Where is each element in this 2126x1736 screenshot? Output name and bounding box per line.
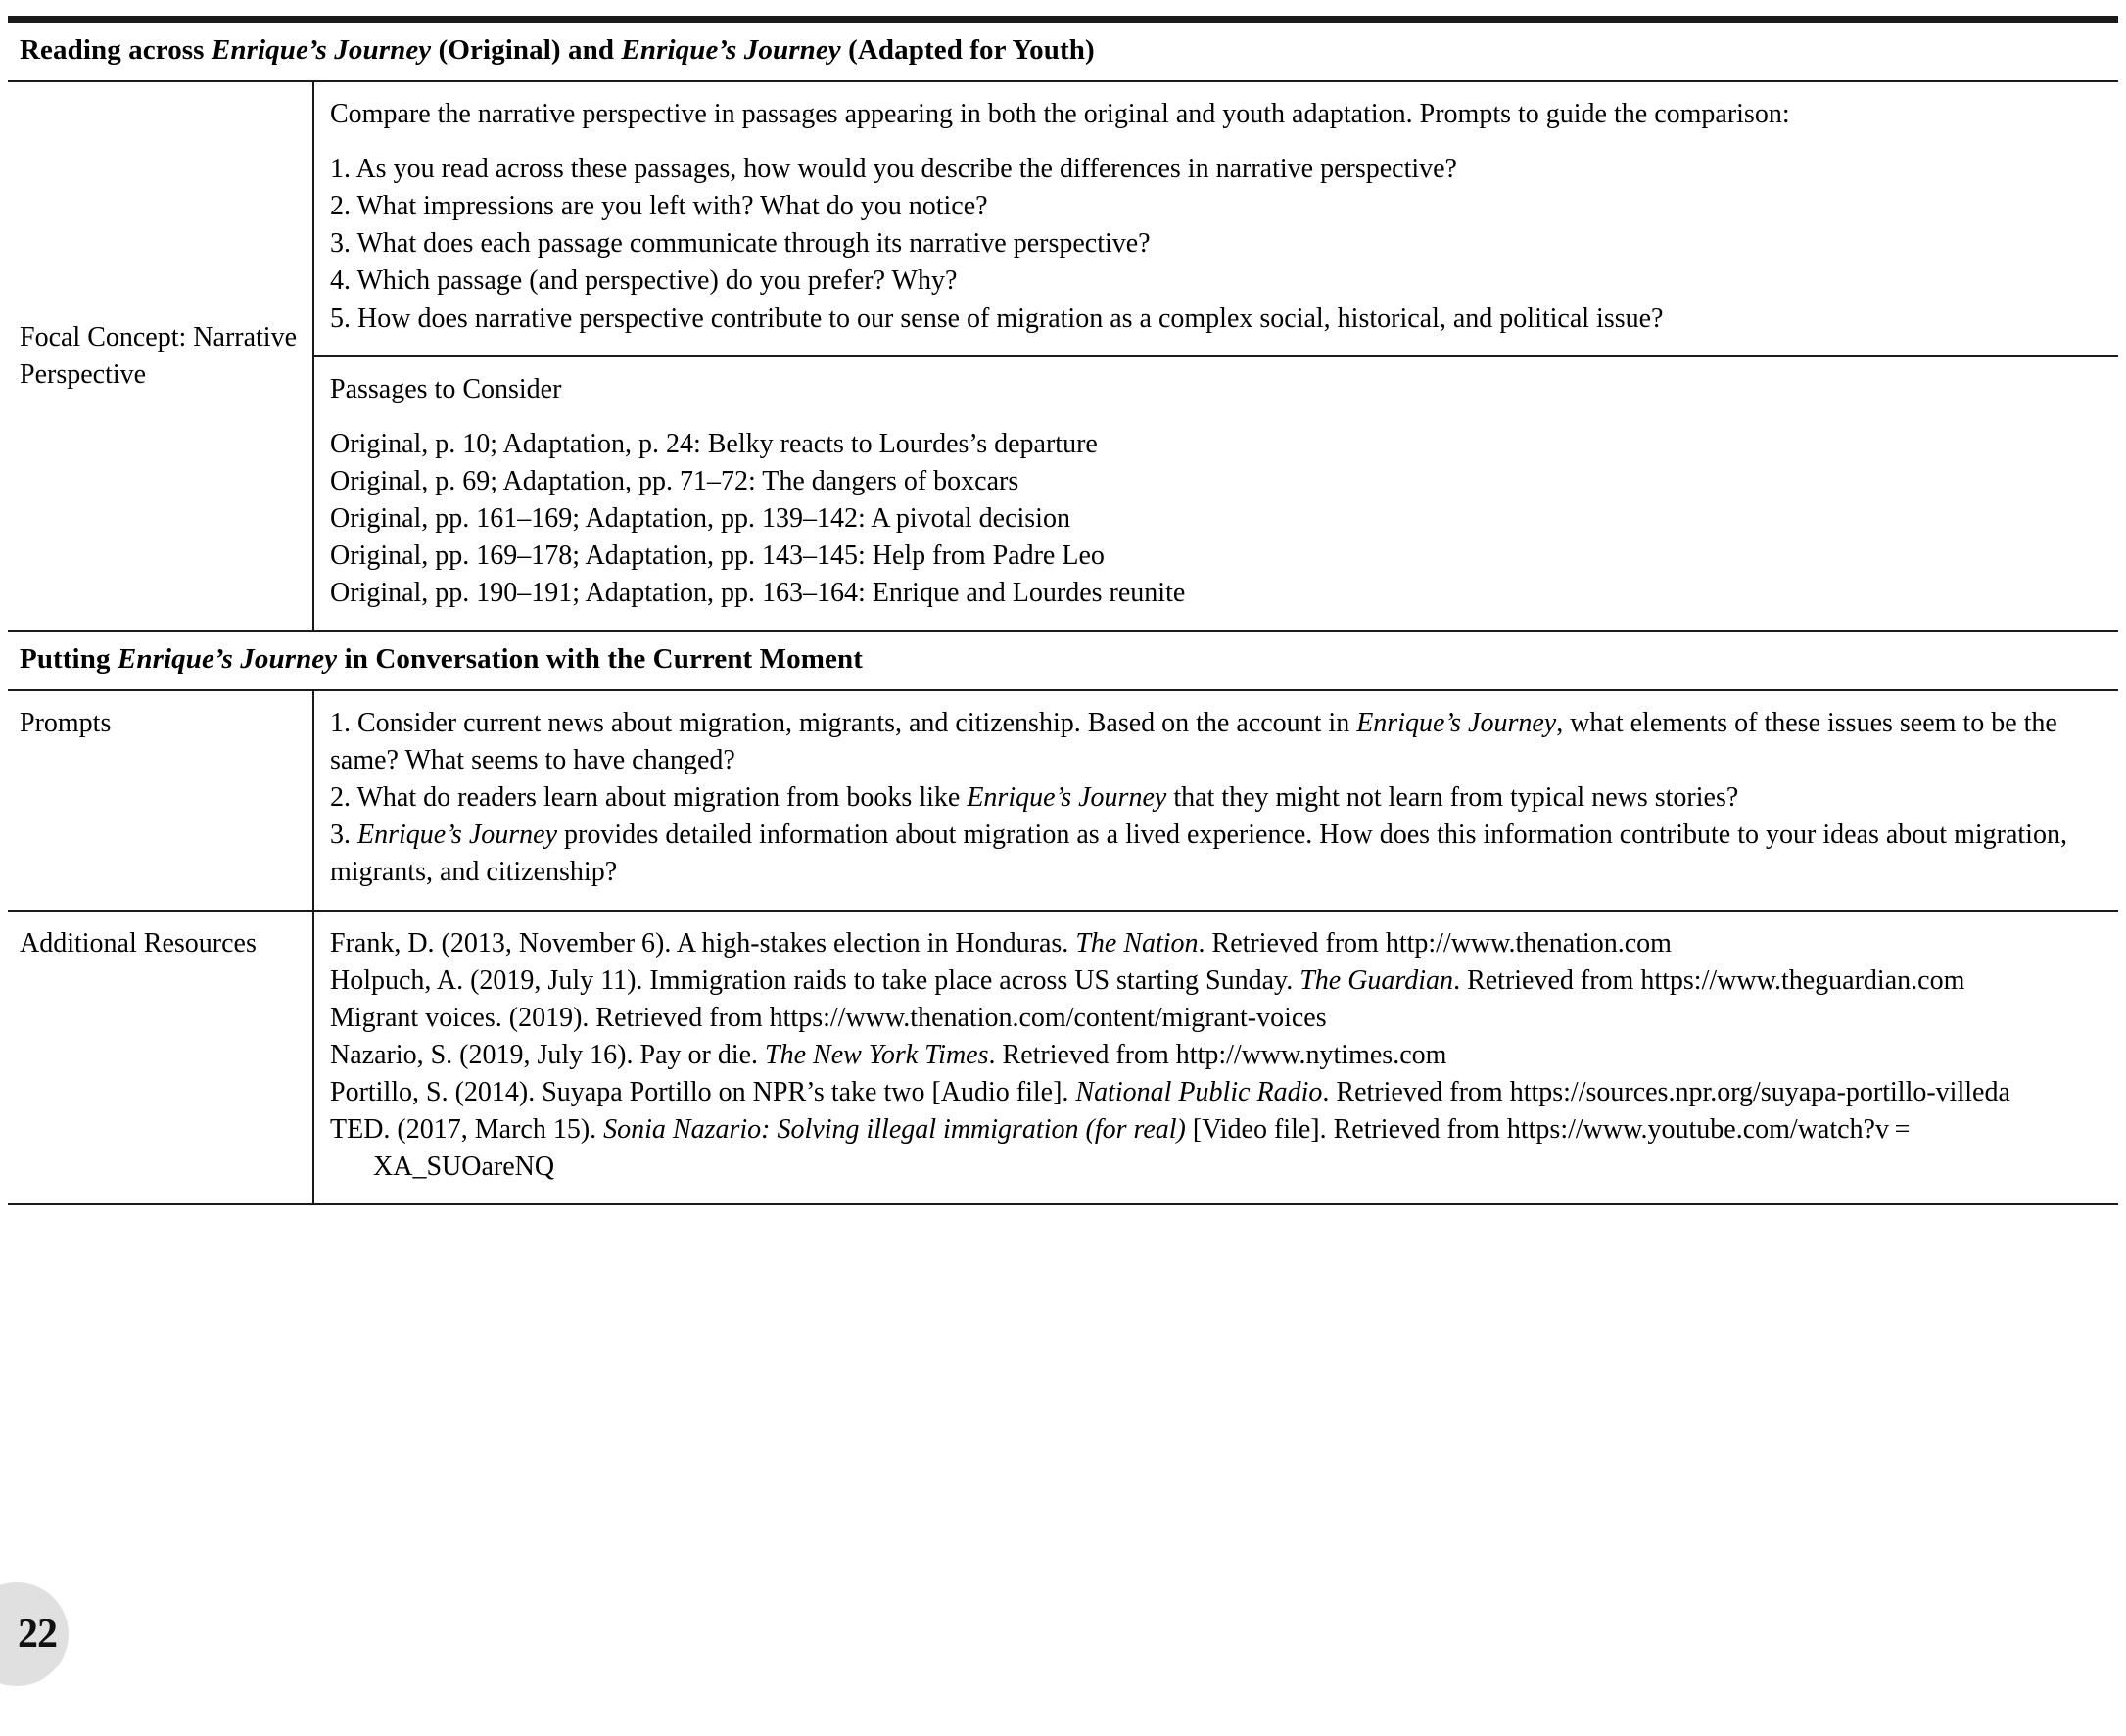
list-item: 2. What impressions are you left with? What do you notice? (330, 191, 988, 222)
list-item: 3. What does each passage communicate through its narrative perspective? (330, 228, 1151, 259)
list-item: Original, pp. 190–191; Adaptation, pp. 163–164: Enrique and Lourdes reunite (330, 577, 1186, 608)
passages-title: Passages to Consider (330, 373, 562, 404)
prompt-item: 2. What do readers learn about migration from books like Enrique’s Journey that they might not learn from typical news stories? (330, 782, 1739, 814)
prompts-label: Prompts (20, 708, 112, 739)
section1-heading: Reading across Enrique’s Journey (Original) and Enrique’s Journey (Adapted for Youth) (8, 23, 2118, 82)
comparison-prompts-cell (312, 82, 2118, 354)
list-item: 1. As you read across these passages, how would you describe the differences in narrative perspective? (330, 154, 1457, 185)
passages-cell (312, 355, 2118, 630)
prompt-item: 1. Consider current news about migration, migrants, and citizenship. Based on the account in Enrique’s Journey, what elements of these issues seem to be the same? What seems to have changed? (330, 708, 2057, 776)
reference-entry: Migrant voices. (2019). Retrieved from https://www.thenation.com/content/migrant-voices (330, 1002, 1327, 1033)
resources-label: Additional Resources (20, 927, 257, 959)
page-number-badge (0, 1582, 69, 1686)
list-item: Original, pp. 169–178; Adaptation, pp. 143–145: Help from Padre Leo (330, 540, 1105, 571)
prompt-item: 3. Enrique’s Journey provides detailed information about migration as a lived experience. How does this information contribute to your ideas about migration, migrants, and citizenship? (330, 820, 2067, 888)
focal-concept-content (312, 82, 2118, 630)
reference-entry: Frank, D. (2013, November 6). A high-stakes election in Honduras. The Nation. Retrieved from http://www.thenation.com (330, 927, 1672, 959)
comparison-intro: Compare the narrative perspective in passages appearing in both the original and youth adaptation. Prompts to guide the comparison: (330, 99, 1790, 130)
section1-heading-row (8, 23, 2118, 82)
resources-row (8, 910, 2118, 1204)
reference-entry: TED. (2017, March 15). Sonia Nazario: Solving illegal immigration (for real) [Video file]. Retrieved from https://www.youtube.com/watch?v = XA_SUOareNQ (330, 1113, 1915, 1183)
reference-entry: Portillo, S. (2014). Suyapa Portillo on NPR’s take two [Audio file]. National Public Radio. Retrieved from https://sources.npr.org/suyapa-portillo-villeda (330, 1076, 2010, 1107)
reference-entry: Nazario, S. (2019, July 16). Pay or die. The New York Times. Retrieved from http://www.nytimes.com (330, 1039, 1447, 1070)
passages-list (330, 426, 2097, 612)
page-number: 22 (18, 1612, 57, 1657)
prompts-row (8, 691, 2118, 909)
focal-concept-row (8, 82, 2118, 630)
list-item: Original, pp. 161–169; Adaptation, pp. 139–142: A pivotal decision (330, 502, 1070, 534)
list-item: 5. How does narrative perspective contribute to our sense of migration as a complex social, historical, and political issue? (330, 303, 1664, 334)
comparison-prompt-list (330, 151, 2097, 337)
list-item: 4. Which passage (and perspective) do you prefer? Why? (330, 265, 958, 297)
section2-heading-row (8, 630, 2118, 691)
activity-table (8, 16, 2118, 1205)
section2-heading: Putting Enrique’s Journey in Conversation with the Current Moment (8, 630, 2118, 691)
list-item: Original, p. 69; Adaptation, pp. 71–72: The dangers of boxcars (330, 465, 1019, 496)
resources-content (312, 912, 2118, 1204)
prompts-content (312, 691, 2118, 909)
focal-concept-label: Focal Concept: Narrative Perspective (20, 321, 298, 390)
reference-entry: Holpuch, A. (2019, July 11). Immigration raids to take place across US starting Sunday. The Guardian. Retrieved from https://www.theguardian.com (330, 964, 1965, 996)
list-item: Original, p. 10; Adaptation, p. 24: Belky reacts to Lourdes’s departure (330, 428, 1098, 459)
